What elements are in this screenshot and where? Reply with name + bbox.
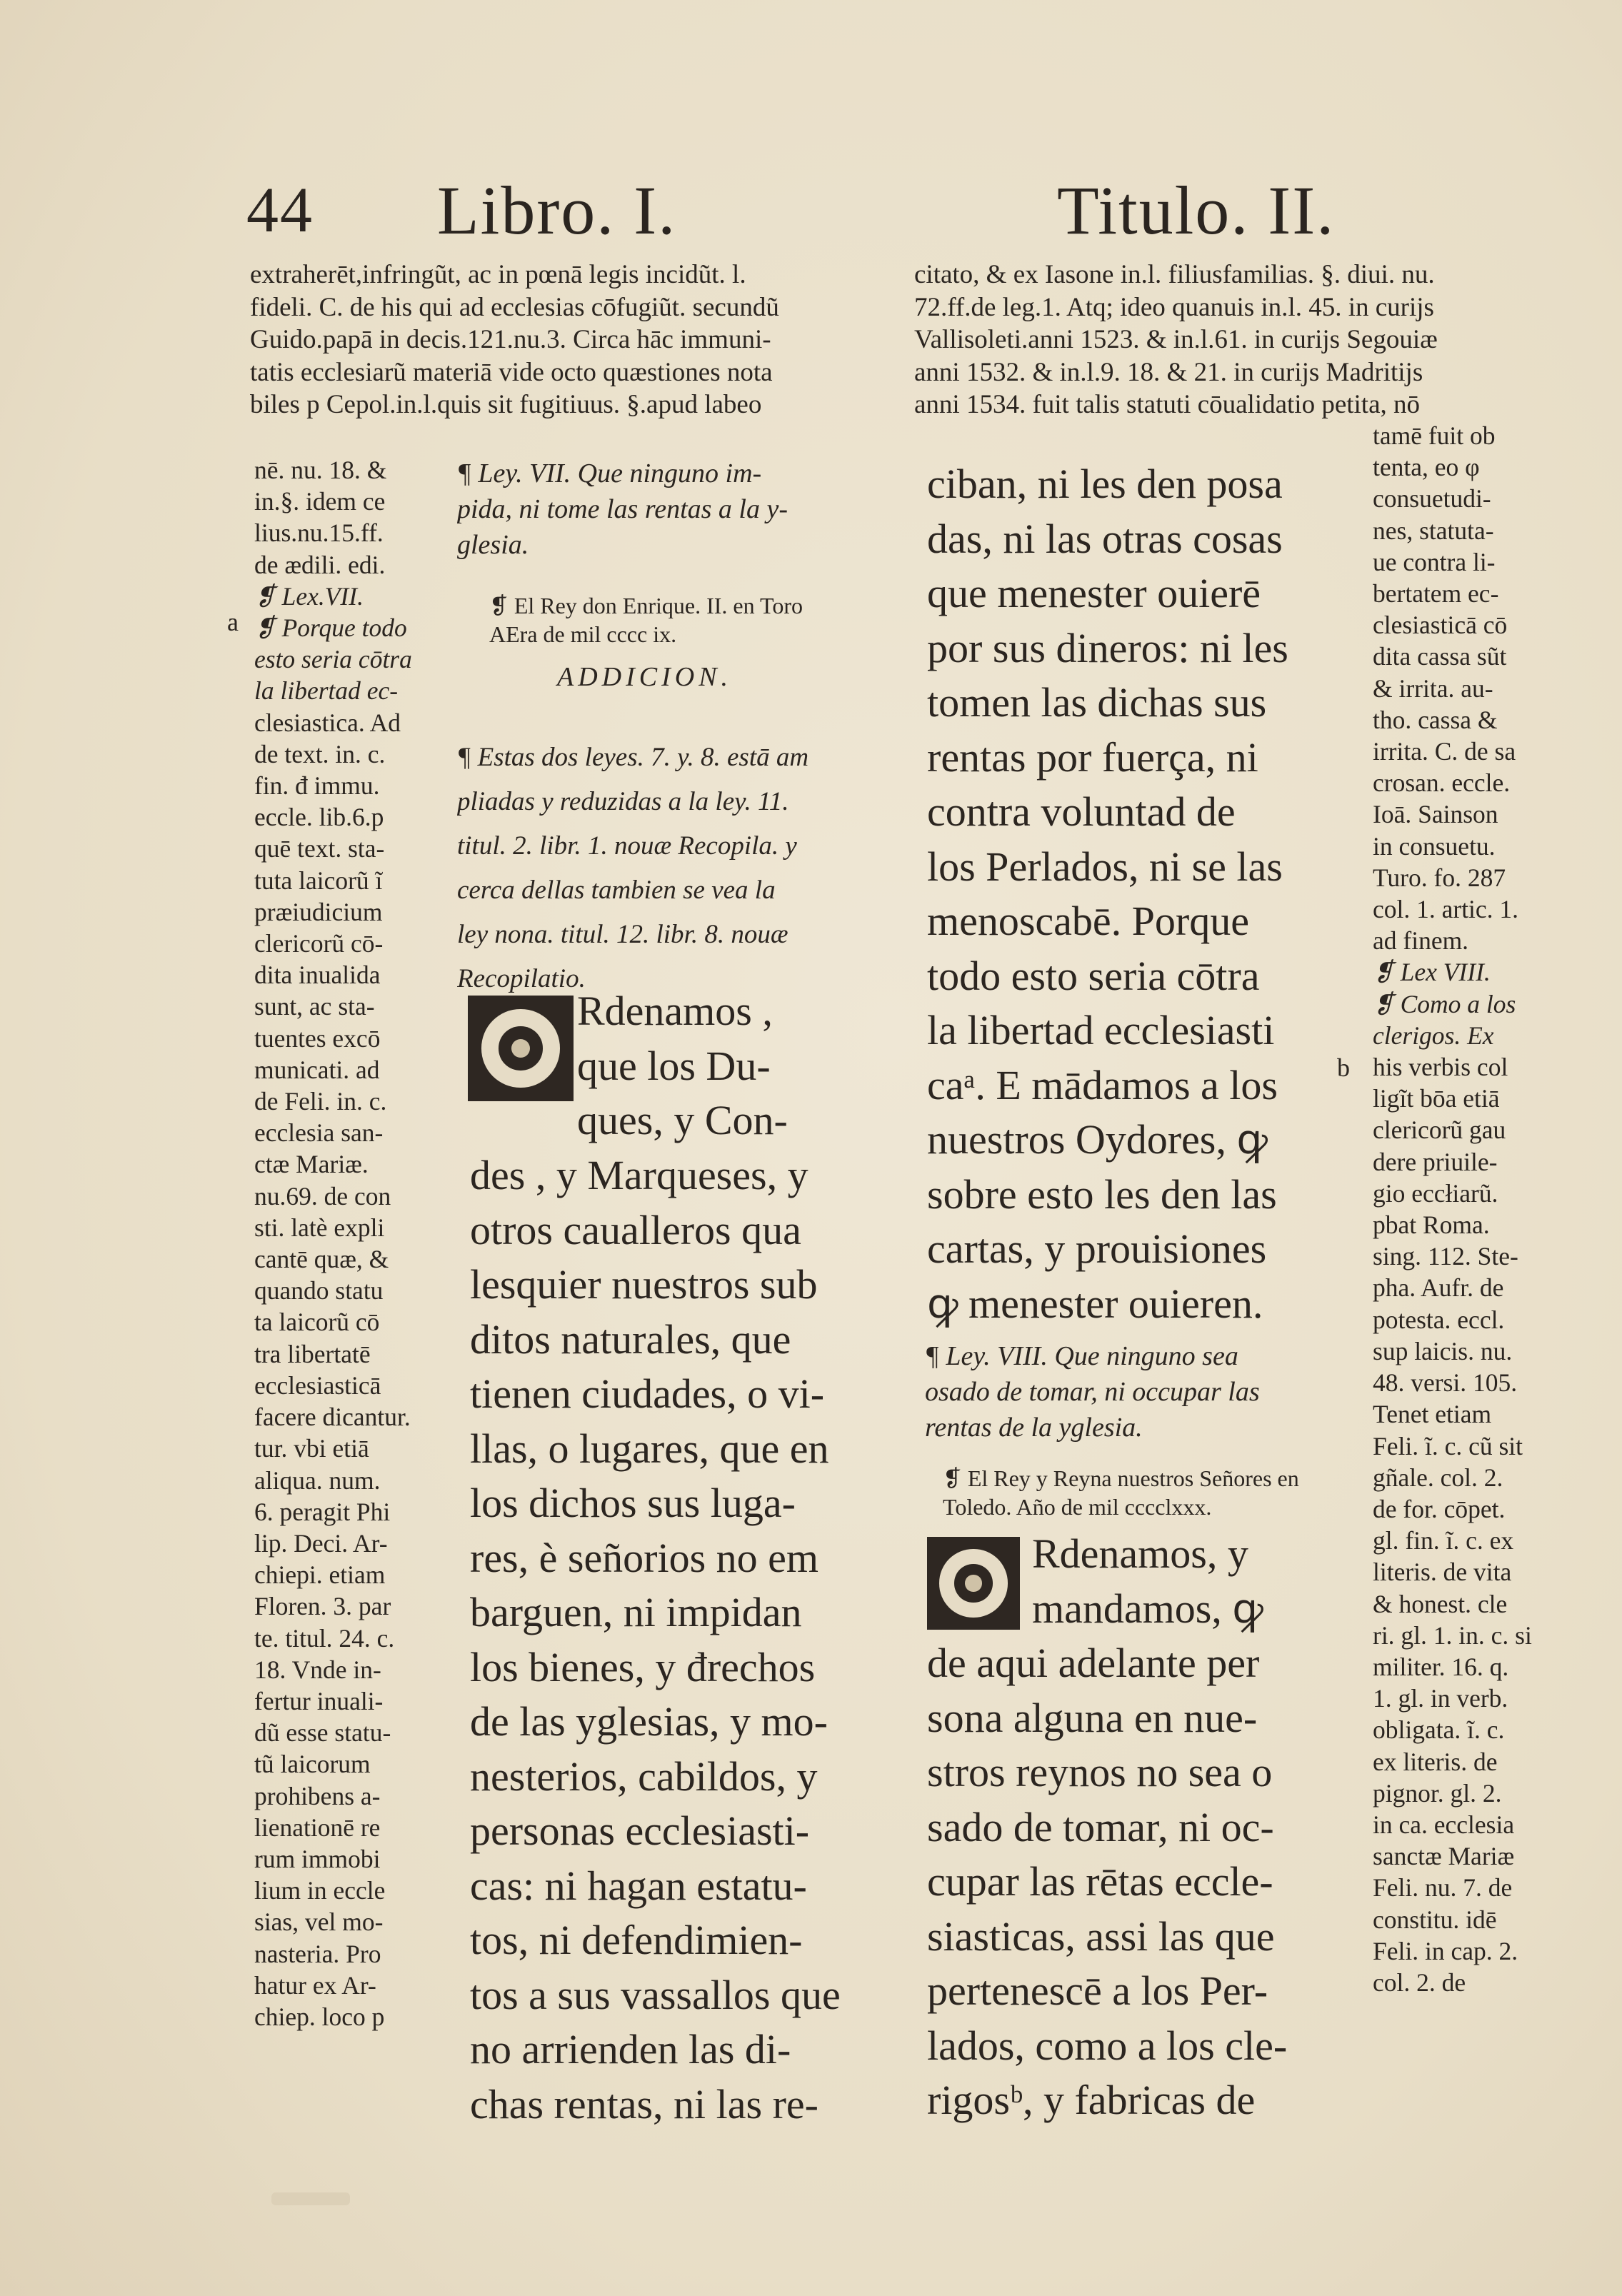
note-line: biles p Cepol.in.l.quis sit fugitiuus. §.apud labeo xyxy=(250,390,762,419)
initial-core xyxy=(965,1575,981,1591)
gloss-line: rum immobi xyxy=(254,1844,381,1873)
body-line: chas rentas, ni las re- xyxy=(470,2080,818,2127)
gloss-line: de text. in. c. xyxy=(254,739,386,768)
body-line: des , y Marqueses, y xyxy=(470,1152,809,1198)
body-line: tos a sus vassallos que xyxy=(470,1971,841,2018)
body-line: los dichos sus luga- xyxy=(470,1480,796,1526)
gloss-line: dũ esse statu- xyxy=(254,1718,391,1748)
body-line: lesquier nuestros sub xyxy=(470,1261,818,1308)
gloss-line: fertur inuali- xyxy=(254,1686,384,1715)
initial-ring xyxy=(939,1549,1007,1617)
ley-7-heading xyxy=(457,456,886,563)
note-marker-b: b xyxy=(1337,1053,1350,1082)
body-line: sado de tomar, ni oc- xyxy=(927,1803,1274,1850)
body-line: personas ecclesiasti- xyxy=(470,1808,810,1854)
gloss-line: tra libertatē xyxy=(254,1339,371,1368)
date-line: ❡ El Rey y Reyna nuestros Señores en xyxy=(943,1465,1299,1491)
gloss-line: sti. latè expli xyxy=(254,1213,385,1242)
gloss-line: obligata. ĩ. c. xyxy=(1373,1715,1505,1745)
body-line: de las yglesias, y mo- xyxy=(470,1698,828,1745)
gloss-line: clericorũ gau xyxy=(1373,1116,1506,1145)
note-line: Guido.papā in decis.121.nu.3. Circa hāc immuni- xyxy=(250,325,771,354)
body-line: otros caualleros qua xyxy=(470,1206,801,1253)
gloss-line: ❡ Porque todo xyxy=(254,613,407,643)
gloss-line: eccle. lib.6.p xyxy=(254,803,384,832)
body-line: Rdenamos , xyxy=(577,988,773,1034)
gloss-line: constitu. idē xyxy=(1373,1905,1497,1934)
body-line: das, ni las otras cosas xyxy=(927,515,1283,562)
gloss-line: de Feli. in. c. xyxy=(254,1087,387,1116)
body-line: cas: ni hagan estatu- xyxy=(470,1862,807,1909)
gloss-line: ❡ Lex VIII. xyxy=(1373,958,1491,987)
gloss-line: nes, statuta- xyxy=(1373,516,1494,545)
ley-8-date xyxy=(943,1464,1357,1521)
body-line: no arrienden las di- xyxy=(470,2026,791,2072)
date-line: AEra de mil cccc ix. xyxy=(489,621,677,647)
gloss-line: 18. Vnde in- xyxy=(254,1655,381,1684)
gloss-line: in ca. ecclesia xyxy=(1373,1810,1515,1839)
note-line: 72.ff.de leg.1. Atq; ideo quanuis in.l. 45. in curijs xyxy=(914,292,1434,322)
ley-8-body xyxy=(927,1636,1345,2128)
body-line: de aqui adelante per xyxy=(927,1640,1260,1686)
running-head-title: Titulo. II. xyxy=(1057,172,1336,249)
gloss-line: ecclesia san- xyxy=(254,1118,384,1148)
gloss-line: pbat Roma. xyxy=(1373,1210,1490,1240)
paper-smudge xyxy=(271,2192,350,2205)
gloss-line: de ædili. edi. xyxy=(254,550,386,579)
addicion-line: pliadas y reduzidas a la ley. 11. xyxy=(457,787,789,816)
ley-8-heading xyxy=(925,1338,1353,1445)
gloss-line: quando statu xyxy=(254,1276,384,1305)
gloss-line: tenta, eo φ xyxy=(1373,453,1480,482)
gloss-line: gio eccłiarũ. xyxy=(1373,1178,1498,1208)
gloss-line: ❡ Lex.VII. xyxy=(254,581,364,611)
gloss-line: col. 2. de xyxy=(1373,1967,1466,1997)
gloss-line: hatur ex Ar- xyxy=(254,1970,376,2000)
body-line: lados, como a los cle- xyxy=(927,2022,1288,2069)
body-line: tos, ni defendimien- xyxy=(470,1917,803,1963)
gloss-line: de for. cōpet. xyxy=(1373,1494,1506,1523)
gloss-line: præiudicium xyxy=(254,897,383,926)
ornamental-initial-o xyxy=(927,1537,1020,1630)
gloss-line: Feli. in cap. 2. xyxy=(1373,1936,1518,1965)
gloss-line: te. titul. 24. c. xyxy=(254,1623,395,1653)
body-line: caᵃ. E mādamos a los xyxy=(927,1061,1278,1108)
gloss-line: in consuetu. xyxy=(1373,831,1496,861)
gloss-line: prohibens a- xyxy=(254,1781,381,1810)
gloss-line: sing. 112. Ste- xyxy=(1373,1242,1518,1271)
body-line: nesterios, cabildos, y xyxy=(470,1753,818,1800)
addicion-line: ley nona. titul. 12. libr. 8. nouæ xyxy=(457,920,789,949)
gloss-line: ligĩt bōa etiā xyxy=(1373,1084,1500,1113)
note-line: anni 1534. fuit talis statuti cōualidatio petita, nō xyxy=(914,390,1421,419)
addicion-line: cerca dellas tambien se vea la xyxy=(457,876,776,905)
initial-ring xyxy=(481,1009,559,1087)
body-line: ques, y Con- xyxy=(577,1097,788,1143)
gloss-line: sias, vel mo- xyxy=(254,1908,384,1937)
gloss-line: bertatem ec- xyxy=(1373,579,1499,608)
gloss-line: Feli. nu. 7. de xyxy=(1373,1873,1513,1903)
gloss-line: quē text. sta- xyxy=(254,834,385,863)
gloss-line: nē. nu. 18. & xyxy=(254,456,387,484)
gloss-line: his verbis col xyxy=(1373,1053,1508,1082)
body-line: rentas por fuerça, ni xyxy=(927,733,1258,781)
note-line: tatis ecclesiarũ materiā vide octo quæstiones nota xyxy=(250,357,773,387)
body-line: ciban, ni les den posa xyxy=(927,461,1283,507)
body-line: cartas, y prouisiones xyxy=(927,1225,1267,1272)
heading-line: ¶ Ley. VII. Que ninguno im- xyxy=(457,458,762,488)
body-line: res, è señorios no em xyxy=(470,1534,819,1581)
note-line: citato, & ex Iasone in.l. filiusfamilias. §. diui. nu. xyxy=(914,260,1435,289)
gloss-line: gñale. col. 2. xyxy=(1373,1463,1503,1492)
gloss-line: irrita. C. de sa xyxy=(1373,737,1516,766)
body-line: los bienes, y đrechos xyxy=(470,1643,816,1690)
gloss-line: clericorũ cō- xyxy=(254,929,384,958)
gloss-line: dita inualida xyxy=(254,961,381,990)
heading-line: rentas de la yglesia. xyxy=(925,1413,1143,1443)
body-line: stros reynos no sea o xyxy=(927,1749,1273,1795)
gloss-line: Turo. fo. 287 xyxy=(1373,863,1506,892)
gloss-line: Floren. 3. par xyxy=(254,1592,391,1621)
margin-gloss-right xyxy=(1373,420,1541,1998)
body-line: que los Du- xyxy=(577,1042,771,1089)
gloss-line: ecclesiasticā xyxy=(254,1370,381,1400)
gloss-line: dere priuile- xyxy=(1373,1147,1498,1176)
body-line: barguen, ni impidan xyxy=(470,1589,802,1635)
heading-line: pida, ni tome las rentas a la y- xyxy=(457,494,788,524)
gloss-line: crosan. eccle. xyxy=(1373,768,1511,798)
body-line: rigosᵇ, y fabricas de xyxy=(927,2077,1256,2123)
addicion-text xyxy=(457,736,886,1001)
gloss-line: gl. fin. ĩ. c. ex xyxy=(1373,1526,1514,1555)
note-marker-a: a xyxy=(227,608,239,636)
gloss-line: chiep. loco p xyxy=(254,2002,385,2031)
gloss-line: ue contra li- xyxy=(1373,547,1496,576)
note-line: anni 1532. & in.l.9. 18. & 21. in curijs Madritijs xyxy=(914,357,1423,387)
ley-7-date xyxy=(489,591,889,648)
gloss-line: tur. vbi etiā xyxy=(254,1434,369,1463)
gloss-line: pha. Aufr. de xyxy=(1373,1273,1504,1303)
body-line: pertenescē a los Per- xyxy=(927,1967,1268,2014)
date-line: ❡ El Rey don Enrique. II. en Toro xyxy=(489,593,803,618)
initial-inner xyxy=(954,1564,992,1602)
running-head-book: Libro. I. xyxy=(437,172,677,249)
ley-8-body-first xyxy=(1032,1527,1346,1636)
gloss-line: lip. Deci. Ar- xyxy=(254,1528,388,1558)
date-line: Toledo. Año de mil cccclxxx. xyxy=(943,1494,1212,1520)
gloss-line: Feli. ĩ. c. cũ sit xyxy=(1373,1431,1523,1460)
gloss-line: literis. de vita xyxy=(1373,1558,1512,1587)
top-note-left xyxy=(250,259,864,421)
gloss-line: dita cassa sũt xyxy=(1373,642,1507,671)
addicion-line: Recopilatio. xyxy=(457,964,586,993)
gloss-line: pignor. gl. 2. xyxy=(1373,1778,1502,1808)
note-line: fideli. C. de his qui ad ecclesias cōfugiũt. secundũ xyxy=(250,292,779,322)
gloss-line: tamē fuit ob xyxy=(1373,421,1496,450)
gloss-line: tũ laicorum xyxy=(254,1750,371,1779)
note-line: extraherēt,infringũt, ac in pœnā legis incidũt. l. xyxy=(250,260,746,289)
gloss-line: tho. cassa & xyxy=(1373,705,1498,734)
gloss-line: aliqua. num. xyxy=(254,1465,381,1495)
gloss-line: cantē quæ, & xyxy=(254,1245,389,1274)
gloss-line: sup laicis. nu. xyxy=(1373,1336,1513,1365)
gloss-line: 6. peragit Phi xyxy=(254,1497,391,1526)
gloss-line: 1. gl. in verb. xyxy=(1373,1684,1508,1713)
body-line: ꝙ menester ouieren. xyxy=(927,1280,1263,1327)
gloss-line: ta laicorũ cō xyxy=(254,1308,380,1337)
body-line: menoscabē. Porque xyxy=(927,898,1249,944)
gloss-line: clesiasticā cō xyxy=(1373,611,1508,640)
body-line: tienen ciudades, o vi- xyxy=(470,1370,825,1417)
body-line: llas, o lugares, que en xyxy=(470,1425,829,1472)
gloss-line: ex literis. de xyxy=(1373,1747,1498,1776)
gloss-line: tuentes excō xyxy=(254,1023,381,1053)
body-line: siasticas, assi las que xyxy=(927,1913,1275,1960)
body-line: por sus dineros: ni les xyxy=(927,624,1288,671)
body-line: nuestros Oydores, ꝙ xyxy=(927,1116,1268,1163)
body-line: ditos naturales, que xyxy=(470,1315,791,1363)
ley-7-body-continued xyxy=(927,457,1341,1331)
addicion-line: titul. 2. libr. 1. nouæ Recopila. y xyxy=(457,831,797,861)
body-line: todo esto seria cōtra xyxy=(927,952,1260,999)
body-line: tomen las dichas sus xyxy=(927,679,1267,726)
body-line: cupar las rētas eccle- xyxy=(927,1858,1273,1905)
ley-7-body xyxy=(470,1148,884,2132)
gloss-line: ad finem. xyxy=(1373,926,1469,956)
gloss-line: nasteria. Pro xyxy=(254,1939,381,1968)
gloss-line: tuta laicorũ ĩ xyxy=(254,866,383,895)
top-note-right xyxy=(914,259,1536,421)
gloss-line: 48. versi. 105. xyxy=(1373,1368,1518,1398)
addicion-title: ADDICION. xyxy=(557,662,733,692)
gloss-line: la libertad ec- xyxy=(254,676,399,706)
gloss-line: & irrita. au- xyxy=(1373,673,1493,703)
gloss-line: in.§. idem ce xyxy=(254,487,386,516)
gloss-line: & honest. cle xyxy=(1373,1589,1508,1618)
gloss-line: esto seria cōtra xyxy=(254,645,412,674)
gloss-line: clesiastica. Ad xyxy=(254,708,401,737)
gloss-line: ❡ Como a los xyxy=(1373,989,1516,1018)
gloss-line: lium in eccle xyxy=(254,1876,386,1905)
gloss-line: lienationē re xyxy=(254,1813,381,1842)
gloss-line: consuetudi- xyxy=(1373,484,1491,513)
gloss-line: chiepi. etiam xyxy=(254,1560,386,1590)
gloss-line: col. 1. artic. 1. xyxy=(1373,895,1519,924)
body-line: los Perlados, ni se las xyxy=(927,843,1283,890)
gloss-line: potesta. eccl. xyxy=(1373,1305,1505,1334)
body-line: contra voluntad de xyxy=(927,788,1236,835)
gloss-line: lius.nu.15.ff. xyxy=(254,518,384,548)
body-line: mandamos, ꝙ xyxy=(1032,1585,1263,1632)
gloss-line: facere dicantur. xyxy=(254,1403,411,1432)
addicion-line: ¶ Estas dos leyes. 7. y. 8. estā am xyxy=(457,743,809,772)
gloss-line: Ioā. Sainson xyxy=(1373,800,1498,829)
gloss-line: municati. ad xyxy=(254,1055,380,1084)
gloss-line: ctæ Mariæ. xyxy=(254,1150,369,1179)
heading-line: ¶ Ley. VIII. Que ninguno sea xyxy=(925,1341,1238,1371)
gloss-line: sanctæ Mariæ xyxy=(1373,1842,1515,1871)
initial-core xyxy=(511,1039,531,1058)
body-line: sona alguna en nue- xyxy=(927,1694,1258,1741)
ornamental-initial-o xyxy=(468,996,574,1101)
body-line: Rdenamos, y xyxy=(1032,1530,1248,1577)
margin-gloss-left xyxy=(254,454,426,2032)
body-line: que menester ouierē xyxy=(927,570,1261,616)
ley-7-body-first xyxy=(577,984,884,1148)
gloss-line: militer. 16. q. xyxy=(1373,1652,1509,1681)
gloss-line: ri. gl. 1. in. c. si xyxy=(1373,1620,1532,1650)
gloss-line: fin. đ immu. xyxy=(254,771,380,801)
gloss-line: nu.69. de con xyxy=(254,1181,391,1210)
body-line: sobre esto les den las xyxy=(927,1170,1277,1218)
body-line: la libertad ecclesiasti xyxy=(927,1007,1275,1053)
gloss-line: sunt, ac sta- xyxy=(254,992,375,1021)
heading-line: glesia. xyxy=(457,530,529,560)
initial-inner xyxy=(499,1026,542,1070)
heading-line: osado de tomar, ni occupar las xyxy=(925,1377,1260,1407)
page-number: 44 xyxy=(246,175,314,246)
gloss-line: clerigos. Ex xyxy=(1373,1021,1494,1050)
note-line: Vallisoleti.anni 1523. & in.l.61. in curijs Segouiæ xyxy=(914,325,1438,354)
gloss-line: Tenet etiam xyxy=(1373,1400,1492,1429)
